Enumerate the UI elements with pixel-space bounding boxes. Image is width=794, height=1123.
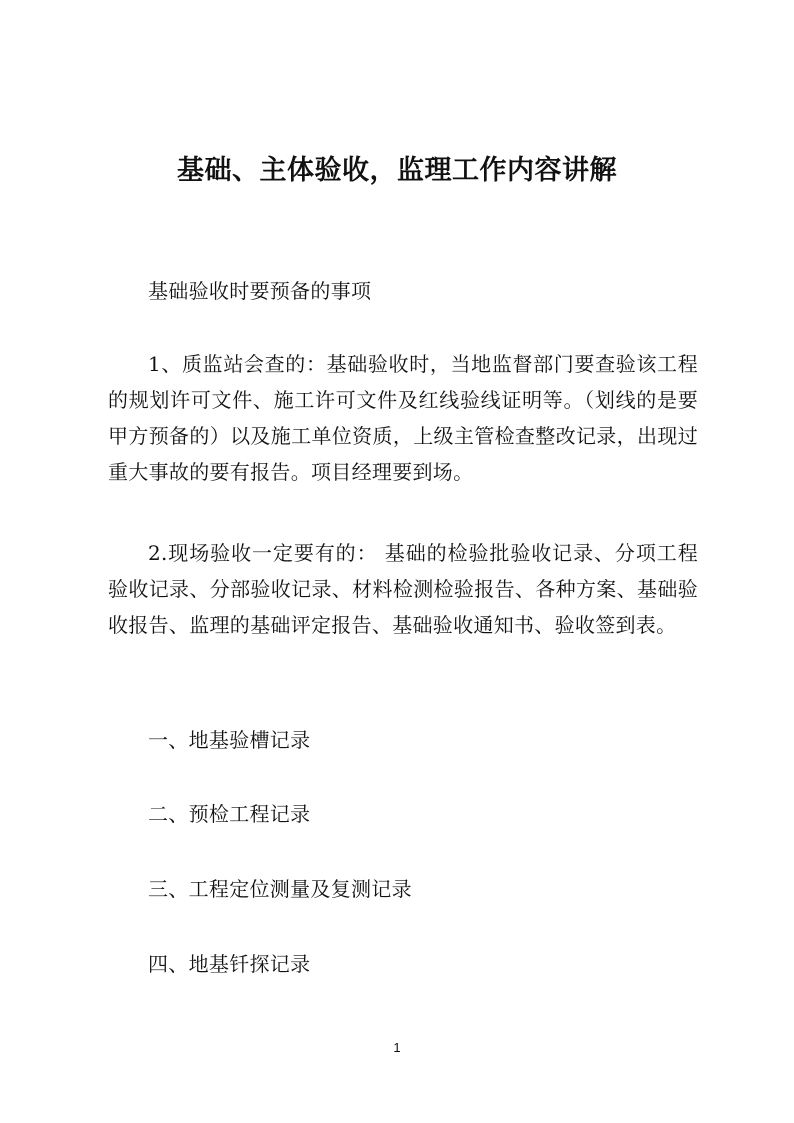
document-title: 基础、主体验收，监理工作内容讲解 xyxy=(177,155,617,186)
paragraph-intro: 基础验收时要预备的事项 xyxy=(148,279,372,303)
paragraph-site-acceptance: 2.现场验收一定要有的： 基础的检验批验收记录、分项工程验收记录、分部验收记录、材料检测检验报告、各种方案、基础验收报告、监理的基础评定报告、基础验收通知书、验收签到表。 xyxy=(108,541,698,637)
section-heading-1: 一、地基验槽记录 xyxy=(148,728,311,752)
section-heading-4: 四、地基钎探记录 xyxy=(148,952,311,976)
paragraph-quality-station: 1、质监站会查的：基础验收时，当地监督部门要查验该工程的规划许可文件、施工许可文件及红线验线证明等。（划线的是要甲方预备的）以及施工单位资质，上级主管检查整改记录，出现过重大事故的要有报告。项目经理要到场。 xyxy=(108,352,698,484)
section-heading-3: 三、工程定位测量及复测记录 xyxy=(148,877,412,901)
section-heading-2: 二、预检工程记录 xyxy=(148,802,311,826)
page-number: 1 xyxy=(393,1040,401,1055)
